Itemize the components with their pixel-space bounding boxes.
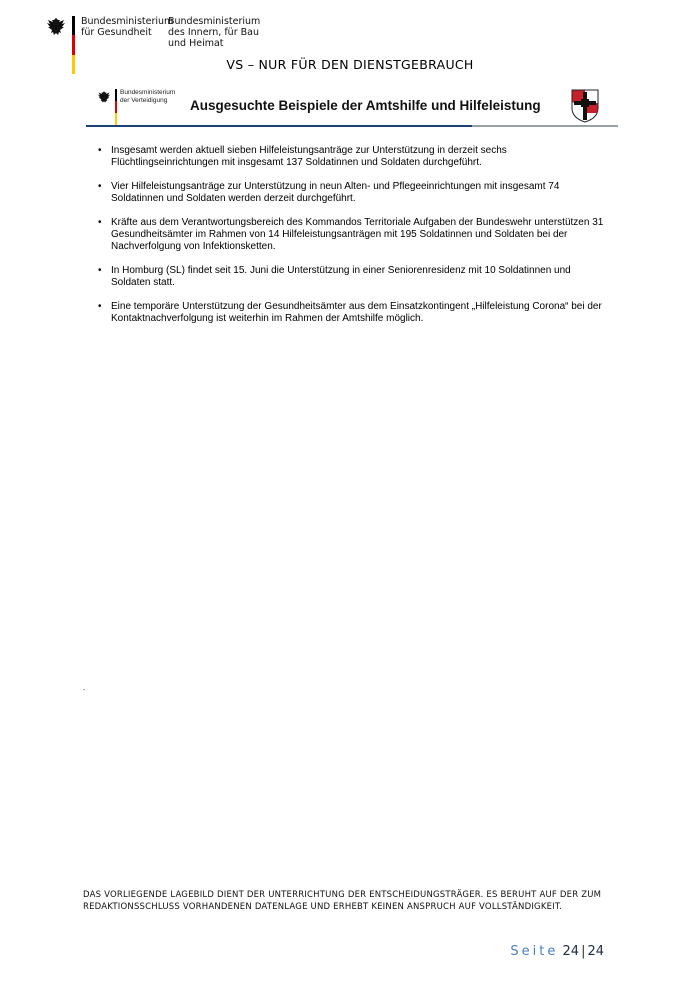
bullet-list xyxy=(96,145,606,337)
ministry-defence-name: Bundesministerium der Verteidigung xyxy=(120,89,176,104)
page-current: 24 xyxy=(562,944,580,959)
ministry-health-name: Bundesministerium für Gesundheit xyxy=(81,16,174,38)
page-separator: | xyxy=(581,944,586,959)
list-item: • Eine temporäre Unterstützung der Gesundheitsämter aus dem Einsatzkontingent „Hilfeleistung Corona“ bei der Kontaktnachverfolgung ist weiterhin im Rahmen der Amtshilfe möglich. xyxy=(96,301,606,325)
header-rule-dark xyxy=(86,125,472,127)
ministry-interior-name: Bundesministerium des Innern, für Bau und Heimat xyxy=(168,16,261,49)
classification-label: VS – NUR FÜR DEN DIENSTGEBRAUCH xyxy=(226,57,474,72)
page-label: Seite xyxy=(510,944,559,959)
german-flag-bar xyxy=(115,89,117,125)
stray-mark: . xyxy=(83,683,86,692)
slide-title: Ausgesuchte Beispiele der Amtshilfe und Hilfeleistung xyxy=(190,98,541,113)
list-item: • Vier Hilfeleistungsanträge zur Unterstützung in neun Alten- und Pflegeeinrichtungen mit insgesamt 74 Soldatinnen und Soldaten werden derzeit durchgeführt. xyxy=(96,181,606,205)
federal-eagle-icon xyxy=(96,90,112,106)
federal-eagle-icon xyxy=(44,16,68,40)
list-item: • In Homburg (SL) findet seit 15. Juni die Unterstützung in einer Seniorenresidenz mit 10 Soldatinnen und Soldaten statt. xyxy=(96,265,606,289)
page-total: 24 xyxy=(587,944,604,959)
list-item: • Insgesamt werden aktuell sieben Hilfeleistungsanträge zur Unterstützung in derzeit sechs Flüchtlingseinrichtungen mit insgesamt 137 Soldatinnen und Soldaten durchgeführt. xyxy=(96,145,606,169)
footer-disclaimer: DAS VORLIEGENDE LAGEBILD DIENT DER UNTERRICHTUNG DER ENTSCHEIDUNGSTRÄGER. ES BERUHT AUF DER ZUM REDAKTIONSSCHLUSS VORHANDENEN DATENLAGE UND ERHEBT KEINEN ANSPRUCH AUF VOLLSTÄNDIGKEIT. xyxy=(83,890,602,912)
bundeswehr-crest-icon xyxy=(570,88,600,124)
header-rule-light xyxy=(472,125,618,127)
slide-header xyxy=(86,86,618,128)
page-number xyxy=(510,944,604,959)
list-item: • Kräfte aus dem Verantwortungsbereich des Kommandos Territoriale Aufgaben der Bundeswehr unterstützen 31 Gesundheitsämter im Rahmen von 14 Hilfeleistungsanträgen mit 195 Soldatinnen und Soldaten bei der Nachverfolgung von Infektionsketten. xyxy=(96,217,606,253)
